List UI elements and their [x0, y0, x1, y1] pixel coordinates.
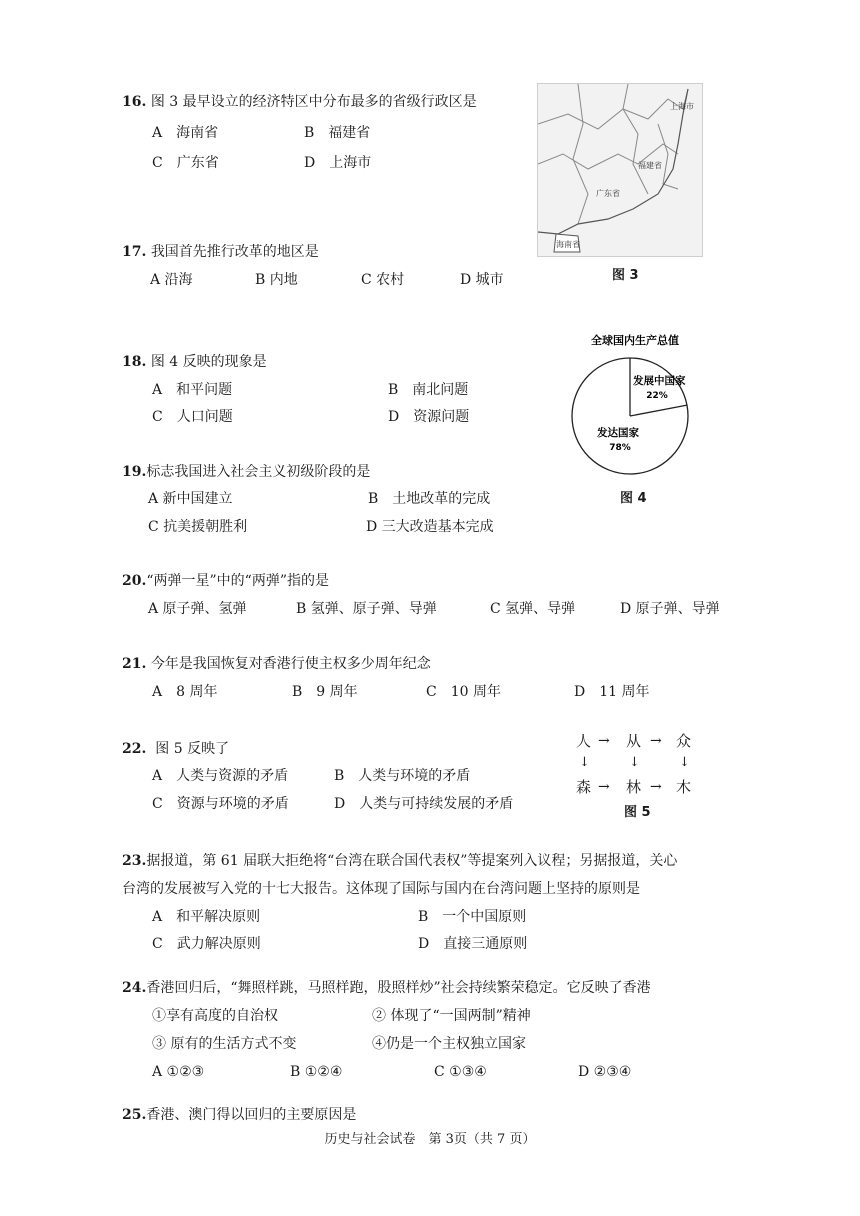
q23-option-b[interactable]: B 一个中国原则	[418, 909, 527, 925]
q16-option-b[interactable]: B 福建省	[304, 125, 371, 141]
fig5-char-lin: 林	[626, 778, 642, 796]
arrow-right-icon: →	[598, 779, 610, 795]
map-label-guangdong: 广东省	[596, 189, 620, 198]
arrow-right-icon: →	[598, 733, 610, 749]
q21-option-b[interactable]: B 9 周年	[292, 684, 358, 700]
q20-stem: 20.“两弹一星”中的“两弹”指的是	[122, 573, 329, 589]
q24-option-c[interactable]: C ①③④	[434, 1064, 487, 1080]
arrow-right-icon: →	[650, 733, 662, 749]
q19-option-b[interactable]: B 土地改革的完成	[368, 491, 491, 507]
fig5-char-ren: 人	[576, 732, 592, 750]
figure-3-caption: 图 3	[612, 268, 639, 283]
q17-option-c[interactable]: C 农村	[361, 272, 405, 288]
q22-stem: 22. 图 5 反映了	[122, 741, 230, 757]
pie-title: 全球国内生产总值	[591, 334, 679, 347]
fig5-char-cong: 从	[626, 732, 642, 750]
map-label-shanghai: 上海市	[670, 102, 694, 111]
fig5-char-sen: 森	[576, 778, 592, 796]
map-label-hainan: 海南省	[556, 240, 580, 249]
page-footer: 历史与社会试卷 第 3页（共 7 页）	[324, 1132, 536, 1147]
q24-item-4: ④仍是一个主权独立国家	[372, 1036, 526, 1052]
q25-stem: 25.香港、澳门得以回归的主要原因是	[122, 1107, 357, 1123]
pie-slice-label-developed: 发达国家	[597, 427, 639, 439]
q20-option-c[interactable]: C 氢弹、导弹	[490, 601, 576, 617]
pie-slice-label-developing: 发展中国家	[633, 375, 686, 387]
figure-5-diagram	[570, 730, 700, 800]
arrow-right-icon: →	[650, 779, 662, 795]
figure-5-caption: 图 5	[624, 805, 651, 820]
q19-option-c[interactable]: C 抗美援朝胜利	[148, 519, 248, 535]
pie-slice-value-developed: 78%	[609, 443, 631, 453]
q16-stem: 16. 图 3 最早设立的经济特区中分布最多的省级行政区是	[122, 94, 477, 110]
q17-option-b[interactable]: B 内地	[255, 272, 298, 288]
q24-item-3: ③ 原有的生活方式不变	[152, 1036, 297, 1052]
q17-option-a[interactable]: A 沿海	[150, 272, 193, 288]
q16-option-c[interactable]: C 广东省	[152, 155, 219, 171]
arrow-down-icon: ↓	[629, 755, 640, 770]
q18-option-c[interactable]: C 人口问题	[152, 409, 233, 425]
q22-option-c[interactable]: C 资源与环境的矛盾	[152, 796, 289, 812]
q24-stem: 24.香港回归后，“舞照样跳，马照样跑，股照样炒”社会持续繁荣稳定。它反映了香港	[122, 980, 651, 996]
figure-3-map	[537, 83, 703, 257]
q17-option-d[interactable]: D 城市	[460, 272, 504, 288]
q18-option-b[interactable]: B 南北问题	[388, 382, 469, 398]
q18-stem: 18. 图 4 反映的现象是	[122, 354, 267, 370]
pie-slice-value-developing: 22%	[646, 391, 668, 401]
q19-option-a[interactable]: A 新中国建立	[148, 491, 233, 507]
arrow-down-icon: ↓	[579, 755, 590, 770]
fig5-char-zhong: 众	[676, 732, 692, 750]
q17-stem: 17. 我国首先推行改革的地区是	[122, 244, 319, 260]
q16-option-d[interactable]: D 上海市	[304, 155, 372, 171]
q18-option-a[interactable]: A 和平问题	[152, 382, 233, 398]
q18-option-d[interactable]: D 资源问题	[388, 409, 470, 425]
q24-option-a[interactable]: A ①②③	[152, 1064, 205, 1080]
q23-stem-line2: 台湾的发展被写入党的十七大报告。这体现了国际与国内在台湾问题上坚持的原则是	[122, 881, 640, 897]
q16-option-a[interactable]: A 海南省	[152, 125, 219, 141]
q23-option-a[interactable]: A 和平解决原则	[152, 909, 261, 925]
q23-stem: 23.据报道，第 61 届联大拒绝将“台湾在联合国代表权”等提案列入议程；另据报道，关心	[122, 853, 678, 869]
q24-option-d[interactable]: D ②③④	[578, 1064, 632, 1080]
q24-item-1: ①享有高度的自治权	[152, 1008, 278, 1024]
fig5-char-mu: 木	[676, 778, 692, 796]
q21-option-d[interactable]: D 11 周年	[574, 684, 650, 700]
q24-option-b[interactable]: B ①②④	[290, 1064, 343, 1080]
q21-option-a[interactable]: A 8 周年	[152, 684, 218, 700]
q21-stem: 21. 今年是我国恢复对香港行使主权多少周年纪念	[122, 656, 431, 672]
q19-stem: 19.标志我国进入社会主义初级阶段的是	[122, 464, 371, 480]
q20-option-b[interactable]: B 氢弹、原子弹、导弹	[296, 601, 437, 617]
q23-option-c[interactable]: C 武力解决原则	[152, 936, 261, 952]
q20-option-d[interactable]: D 原子弹、导弹	[620, 601, 720, 617]
q21-option-c[interactable]: C 10 周年	[426, 684, 501, 700]
q23-option-d[interactable]: D 直接三通原则	[418, 936, 528, 952]
q22-option-d[interactable]: D 人类与可持续发展的矛盾	[334, 796, 514, 812]
arrow-down-icon: ↓	[679, 755, 690, 770]
figure-4-caption: 图 4	[620, 491, 647, 506]
q22-option-b[interactable]: B 人类与环境的矛盾	[334, 768, 471, 784]
map-label-fujian: 福建省	[638, 161, 662, 170]
q19-option-d[interactable]: D 三大改造基本完成	[366, 519, 494, 535]
q22-option-a[interactable]: A 人类与资源的矛盾	[152, 768, 289, 784]
q24-item-2: ② 体现了“一国两制”精神	[372, 1008, 531, 1024]
q20-option-a[interactable]: A 原子弹、氢弹	[148, 601, 247, 617]
figure-4-pie-chart	[565, 330, 705, 480]
